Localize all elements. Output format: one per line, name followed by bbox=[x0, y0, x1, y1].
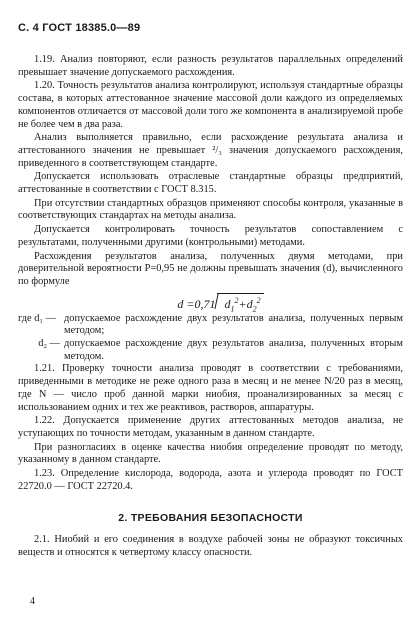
paragraph-discrepancy: Расхождения результатов анализа, полученных двумя методами, при доверительной вероятности P=0,95 не должны превышать значения (d), вычисленного по формуле bbox=[18, 250, 403, 287]
paragraph-1-20: 1.20. Точность результатов анализа контролируют, используя стандартные образцы состава, в которых аттестованное значение массовой доли каждого из определяемых компонентов отличается от массовой доли того же компонента в анализируемой пробе не более чем в два раза. bbox=[18, 80, 403, 130]
page-mark: 4 bbox=[30, 596, 35, 607]
formula-d2: d bbox=[246, 296, 253, 311]
paragraph-control-comparison: Допускается контролировать точность результатов сопоставлением с результатами, полученными другими (контрольными) методами. bbox=[18, 224, 403, 248]
paragraph-1-22: 1.22. Допускается применение других аттестованных методов анализа, не уступающих по точности методам, указанным в данном стандарте. bbox=[18, 415, 403, 439]
formula-radical bbox=[216, 292, 264, 318]
formula-plus: + bbox=[238, 296, 247, 311]
paragraph-2-1: 2.1. Ниобий и его соединения в воздухе рабочей зоны не образуют токсичных веществ и относятся к четвертому классу опасности. bbox=[18, 534, 403, 558]
paragraph-1-21: 1.21. Проверку точности анализа проводят в соответствии с требованиями, приведенными в методике не реже одного раза в месяц и не менее N/20 раз в месяц, где N — число проб данной марки ниобия, проанализированных за месяц с использованием одних и тех же реактивов, растворов, аппаратуры. bbox=[18, 363, 403, 413]
paragraph-no-samples: При отсутствии стандартных образцов применяют способы контроля, указанные в соответствующих стандартах на методы анализа. bbox=[18, 197, 403, 222]
legend-description: допускаемое расхождение двух результатов анализа, полученных первым методом; bbox=[64, 312, 403, 337]
formula-d1-sup: 2 bbox=[234, 295, 239, 305]
legend-term: d₂ — bbox=[38, 338, 60, 350]
formula-legend bbox=[18, 313, 403, 364]
paragraph-analysis-correct: Анализ выполняется правильно, если расхождение результата анализа и аттестованного значения не превышает ²/₃ значения допускаемого расхождения, приведенного в соответствующем стандарте. bbox=[18, 132, 403, 169]
paragraph-disagreement: При разногласиях в оценке качества ниобия определение проводят по методу, указанному в данном стандарте. bbox=[18, 441, 403, 466]
formula-d1-sub: 1 bbox=[230, 304, 235, 314]
formula-coefficient: 0,71 bbox=[194, 296, 216, 311]
formula-d2-sub: 2 bbox=[252, 304, 257, 314]
legend-row bbox=[18, 338, 403, 363]
formula-d1: d bbox=[224, 296, 231, 311]
formula-d2-sup: 2 bbox=[256, 295, 261, 305]
paragraph-industry-samples: Допускается использовать отраслевые стандартные образцы предприятий, аттестованные в соответствии с ГОСТ 8.315. bbox=[18, 171, 403, 196]
paragraph-1-23: 1.23. Определение кислорода, водорода, азота и углерода проводят по ГОСТ 22720.0 — ГОСТ 22720.4. bbox=[18, 468, 403, 492]
legend-term: где d₁ — bbox=[18, 312, 57, 324]
formula bbox=[38, 292, 403, 314]
legend-row bbox=[18, 313, 403, 338]
section-title: 2. ТРЕБОВАНИЯ БЕЗОПАСНОСТИ bbox=[118, 511, 303, 524]
document-body bbox=[18, 54, 403, 560]
legend-description: допускаемое расхождение двух результатов анализа, полученных вторым методом. bbox=[64, 338, 403, 362]
formula-equals: = bbox=[186, 296, 195, 311]
paragraph-1-19: 1.19. Анализ повторяют, если разность результатов параллельных определений превышает значение допускаемого расхождения. bbox=[18, 54, 403, 78]
page-header: С. 4 ГОСТ 18385.0—89 bbox=[18, 22, 141, 34]
formula-lhs: d bbox=[177, 296, 184, 311]
